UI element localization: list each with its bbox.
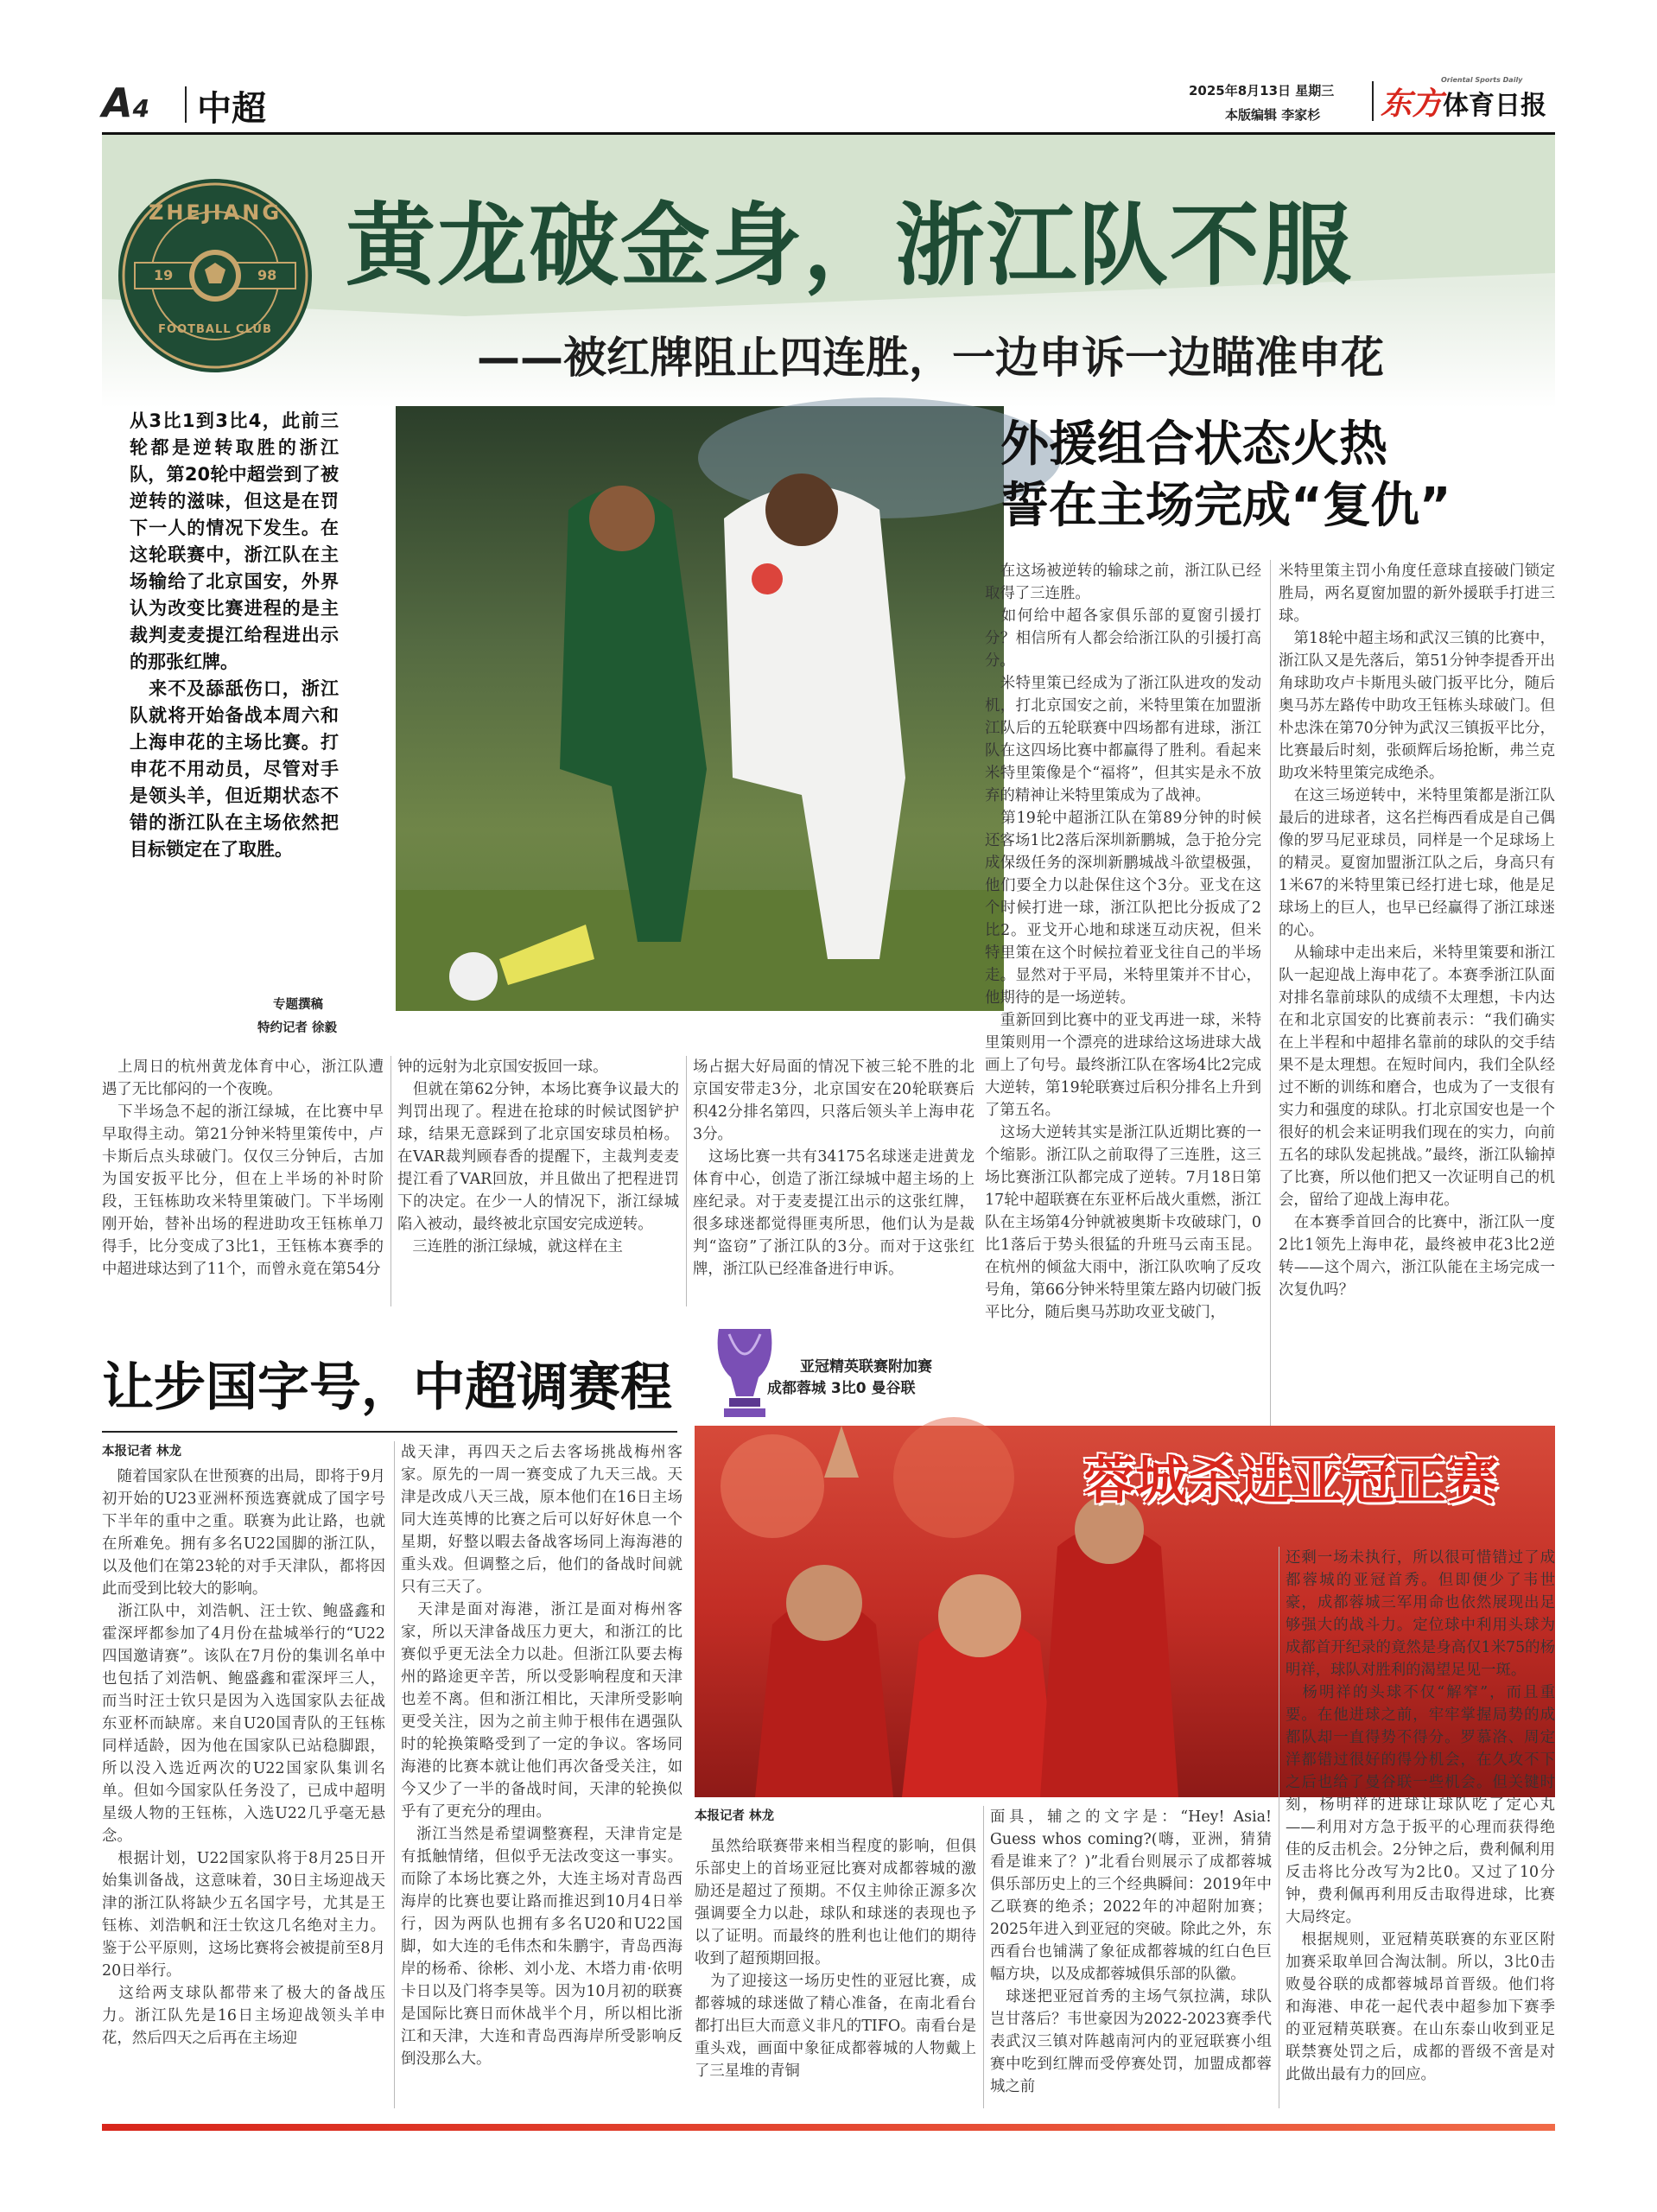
main-body-col3: 场占据大好局面的情况下被三轮不胜的北京国安带走3分，北京国安在20轮联赛后积42分排名第四，只落后领头羊上海申花3分。 这场比赛一共有34175名球迷走进黄龙体育中心，创造了浙江绿城中超主场的上座纪录。对于麦麦提江出示的这张红牌，很多球迷都觉得匪夷所思，他们认为是裁判“盗窃”了浙江队的3分。而对于这张红牌，浙江队已经准备进行申诉。 (693, 1058, 975, 1278)
sub2-title: 让步国字号，中超调赛程 (102, 1357, 672, 1418)
club-logo (117, 178, 313, 373)
sub2-body-col1: 随着国家队在世预赛的出局，即将于9月初开始的U23亚洲杯预选赛就成了国字号下半年的重中之重。联赛为此让路，也就在所难免。拥有多名U22国脚的浙江队，以及他们在第23轮的对手天津队，都将因此而受到比较大的影响。 浙江队中，刘浩帆、汪士钦、鲍盛鑫和霍深坪都参加了4月份在盐城举行的“U22四国邀请赛”。该队在7月份的集训名单中也包括了刘浩帆、鲍盛鑫和霍深坪三人，而当时汪士钦只是因为入选国家队去征战东亚杯而缺席。来自U20国青队的王钰栋同样适龄，因为他在国家队已站稳脚跟，所以没入选近两次的U22国家队集训名单。但如今国家队任务没了，已成中超明星级人物的王钰栋，入选U22几乎毫无悬念。 根据计划，U22国家队将于8月25日开始集训备战，这意味着，30日主场迎战天津的浙江队将缺少五名国字号，尤其是王钰栋、刘浩帆和汪士钦这几名绝对主力。鉴于公平原则，这场比赛将会被提前至8月20日举行。 这给两支球队都带来了极大的备战压力。浙江队先是16日主场迎战领头羊申花，然后四天之后再在主场迎 (102, 1468, 385, 2047)
sub3-body-col3: 还剩一场未执行，所以很可惜错过了成都蓉城的亚冠首秀。但即便少了韦世豪，成都蓉城三军用命也依然展现出足够强大的战斗力。定位球中利用头球为成都首开纪录的竟然是身高仅1米75的杨明祥，球队对胜利的渴望足见一斑。 杨明祥的头球不仅“解窄”，而且重要。在他进球之前，牢牢掌握局势的成都队却一直得势不得分。罗慕洛、周定洋都错过很好的得分机会，在久攻不下之后也给了曼谷联一些机会。但关键时刻，杨明祥的进球让球队吃了定心丸——利用对方急于扳平的心理而获得绝佳的反击机会。2分钟之后，费利佩利用反击将比分改写为2比0。又过了10分钟，费利佩再利用反击取得进球，比赛大局终定。 根据规则，亚冠精英联赛的东亚区附加赛采取单回合淘汰制。所以，3比0击败曼谷联的成都蓉城昂首晋级。他们将和海港、申花一起代表中超参加下赛季的亚冠精英联赛。在山东泰山收到亚足联禁赛处罚之后，成都的晋级不啻是对此做出最有力的回应。 (1286, 1549, 1555, 2083)
column-divider (390, 1056, 391, 1306)
club-logo-year-right: 98 (257, 267, 277, 283)
lead-paragraph: 从3比1到3比4，此前三轮都是逆转取胜的浙江队，第20轮中超尝到了被逆转的滋味，但这是在罚下一人的情况下发生。在这轮联赛中，浙江队在主场输给了北京国安，外界认为改变比赛进程的是主裁判麦麦提江给程进出示的那张红牌。 来不及舔舐伤口，浙江队就将开始备战本周六和上海申花的主场比赛。打申花不用动员，尽管对手是领头羊，但近期状态不错的浙江队在主场依然把目标锁定在了取胜。 (130, 410, 339, 860)
sub2-byline: 本报记者 林龙 (102, 1445, 182, 1459)
brand-logo (1381, 76, 1547, 124)
column-divider (1270, 560, 1271, 1528)
brand-english: Oriental Sports Daily (1441, 76, 1523, 84)
trophy-caption-2: 成都蓉城 3比0 曼谷联 (767, 1380, 916, 1397)
header-date: 2025年8月13日 星期三 (1189, 83, 1335, 99)
header-editor: 本版编辑 李家杉 (1225, 107, 1321, 123)
sub2-body-col2: 战天津，再四天之后去客场挑战梅州客家。原先的一周一赛变成了九天三战。天津是改成八天三战，原本他们在16日主场同大连英博的比赛之后可以好好休息一个星期，好整以暇去备战客场同上海海港的重头戏。但调整之后，他们的备战时间就只有三天了。 天津是面对海港，浙江是面对梅州客家，所以天津备战压力更大，和浙江的比赛似乎更无法全力以赴。但浙江队要去梅州的路途更辛苦，所以受影响程度和天津也差不离。但和浙江相比，天津所受影响更受关注，因为之前主帅于根伟在遇强队时的轮换策略受到了一定的争议。客场同海港的比赛本就让他们再次备受关注，如今又少了一半的备战时间，天津的轮换似乎有了更充分的理由。 浙江当然是希望调整赛程，天津肯定是有抵触情绪，但似乎无法改变这一事实。而除了本场比赛之外，大连主场对青岛西海岸的比赛也要让路而推迟到10月4日举行，因为两队也拥有多名U20和U22国脚，如大连的毛伟杰和朱鹏宇，青岛西海岸的杨希、徐彬、刘小龙、木塔力甫·依明卡日以及门将李昊等。因为10月初的联赛是国际比赛日而休战半个月，所以相比浙江和天津，大连和青岛西海岸所受影响反倒没那么大。 (401, 1444, 682, 2068)
page-digit: 4 (132, 94, 150, 123)
sub3-title: 蓉城杀进亚冠正赛 (1083, 1451, 1498, 1511)
section-title: 中超 (197, 89, 266, 129)
credit-line-2: 特约记者 徐毅 (257, 1021, 338, 1035)
sub1-body-col1: 在这场被逆转的输球之前，浙江队已经取得了三连胜。 如何给中超各家俱乐部的夏窗引援打分？相信所有人都会给浙江队的引援打高分。 米特里策已经成为了浙江队进攻的发动机，打北京国安之前，米特里策在加盟浙江队后的五轮联赛中四场都有进球，浙江队在这四场比赛中都赢得了胜利。看起来米特里策像是个“福将”，但其实是永不放弃的精神让米特里策成为了战神。 第19轮中超浙江队在第89分钟的时候还客场1比2落后深圳新鹏城，急于抢分完成保级任务的深圳新鹏城战斗欲望极强，他们要全力以赴保住这个3分。亚戈在这个时候打进一球，浙江队把比分扳成了2比2。亚戈开心地和球迷互动庆祝，但米特里策在这个时候拉着亚戈往自己的半场走。显然对于平局，米特里策并不甘心，他期待的是一场逆转。 重新回到比赛中的亚戈再进一球，米特里策则用一个漂亮的进球给这场进球大战画上了句号。最终浙江队在客场4比2完成大逆转，第19轮联赛过后积分排名上升到了第五名。 这场大逆转其实是浙江队近期比赛的一个缩影。浙江队之前取得了三连胜，这三场比赛浙江队都完成了逆转。7月18日第17轮中超联赛在东亚杯后战火重燃，浙江队在主场第4分钟就被奥斯卡攻破球门，0比1落后于势头很猛的升班马云南玉昆。在杭州的倾盆大雨中，浙江队吹响了反攻号角，第66分钟米特里策左路内切破门扳平比分，随后奥马苏助攻亚戈破门， (985, 563, 1261, 1321)
footer-rule (102, 2124, 1555, 2131)
header-divider (185, 86, 187, 123)
page-number (102, 79, 149, 126)
brand-name: 体育日报 (1443, 91, 1547, 121)
main-body-col2: 钟的远射为北京国安扳回一球。 但就在第62分钟，本场比赛争议最大的判罚出现了。程进在抢球的时候试图铲护球，结果无意踩到了北京国安球员柏杨。在VAR裁判顾春香的提醒下，主裁判麦麦提江看了VAR回放，并且做出了把程进罚下的决定。在少一人的情况下，浙江绿城陷入被动，最终被北京国安完成逆转。 三连胜的浙江绿城，就这样在主 (397, 1058, 679, 1255)
club-logo-year-left: 19 (154, 267, 174, 283)
column-divider (394, 1441, 395, 2108)
sub1-body-col2: 米特里策主罚小角度任意球直接破门锁定胜局，两名夏窗加盟的新外援联手打进三球。 第18轮中超主场和武汉三镇的比赛中，浙江队又是先落后，第51分钟李提香开出角球助攻卢卡斯甩头破门扳平比分，随后奥马苏左路传中助攻王钰栋头球破门。但朴忠洙在第70分钟为武汉三镇扳平比分，比赛最后时刻，张硕辉后场抢断，弗兰克助攻米特里策完成绝杀。 在这三场逆转中，米特里策都是浙江队最后的进球者，这名拦梅西看成是自己偶像的罗马尼亚球员，同样是一个足球场上的精灵。夏窗加盟浙江队之后，身高只有1米67的米特里策已经打进七球，他是足球场上的巨人，也早已经赢得了浙江球迷的心。 从输球中走出来后，米特里策要和浙江队一起迎战上海申花了。本赛季浙江队面对排名靠前球队的成绩不太理想，卡内达在和北京国安的比赛前表示：“我们确实在上半程和中超排名靠前的球队的交手结果不是太理想。在短时间内，我们全队经过不断的训练和磨合，也成为了一支很有实力和强度的球队。打北京国安也是一个很好的机会来证明我们现在的实力，向前五名的球队发起挑战。”最终，浙江队输掉了比赛，所以他们把又一次证明自己的机会，留给了迎战上海申花。 在本赛季首回合的比赛中，浙江队一度2比1领先上海申花，最终被申花3比2逆转——这个周六，浙江队能在主场完成一次复仇吗？ (1279, 563, 1555, 1299)
brand-mark: 东方 (1381, 86, 1444, 122)
sub3-byline: 本报记者 林龙 (695, 1809, 775, 1823)
main-body-col1: 上周日的杭州黄龙体育中心，浙江队遭遇了无比郁闷的一个夜晚。 下半场急不起的浙江绿城，在比赛中早早取得主动。第21分钟米特里策传中，卢卡斯后点头球破门。仅仅三分钟后，古加为国安扳平比分，但在上半场的补时阶段，王钰栋助攻米特里策破门。下半场刚刚开始，替补出场的程进助攻王钰栋单刀得手，比分变成了3比1，王钰栋本赛季的中超进球达到了11个，而曾永竟在第54分 (102, 1058, 384, 1278)
trophy-caption-1: 亚冠精英联赛附加赛 (800, 1358, 932, 1376)
club-logo-bottom-text: FOOTBALL CLUB (158, 323, 272, 336)
sub3-body-col1: 虽然给联赛带来相当程度的影响，但俱乐部史上的首场亚冠比赛对成都蓉城的激励还是超过了预期。不仅主帅徐正源多次强调要全力以赴，球队和球迷的表现也予以了证明。而最终的胜利也让他们的期待收到了超预期回报。 为了迎接这一场历史性的亚冠比赛，成都蓉城的球迷做了精心准备，在南北看台都打出巨大而意义非凡的TIFO。南看台是重头戏，画面中象征成都蓉城的人物戴上了三星堆的青铜 (695, 1838, 976, 2080)
sub3-body-col2: 面具，辅之的文字是：“Hey! Asia! Guess whos coming?(嗨，亚洲，猜猜看是谁来了？)”北看台则展示了成都蓉城俱乐部历史上的三个经典瞬间：2019年中乙联赛的绝杀；2022年的冲超附加赛；2025年进入到亚冠的突破。除此之外，东西看台也铺满了象征成都蓉城的红白色巨幅方块，以及成都蓉城俱乐部的队徽。 球迷把亚冠首秀的主场气氛拉满，球队岂甘落后？韦世豪因为2022-2023赛季代表武汉三镇对阵越南河内的亚冠联赛小组赛中吃到红牌而受停赛处罚，加盟成都蓉城之前 (990, 1808, 1272, 2095)
column-divider (983, 1806, 984, 2108)
column-divider (686, 1056, 687, 1306)
credit-line-1: 专题撰稿 (273, 998, 323, 1012)
sub2-title-rule (102, 1431, 677, 1433)
page-letter: A (102, 79, 133, 126)
sub1-title-line2: 誓在主场完成“复仇” (1000, 478, 1451, 534)
main-subtitle: ——被红牌阻止四连胜，一边申诉一边瞄准申花 (477, 333, 1384, 383)
club-logo-top-text: ZHEJIANG (148, 200, 283, 225)
trophy-icon (707, 1324, 783, 1421)
sub1-title-line1: 外援组合状态火热 (1000, 416, 1387, 473)
match-photo-zhejiang-vs-guoan (396, 406, 1004, 1011)
main-title: 黄龙破金身，浙江队不服 (346, 193, 1354, 298)
header-divider-2 (1372, 81, 1374, 121)
